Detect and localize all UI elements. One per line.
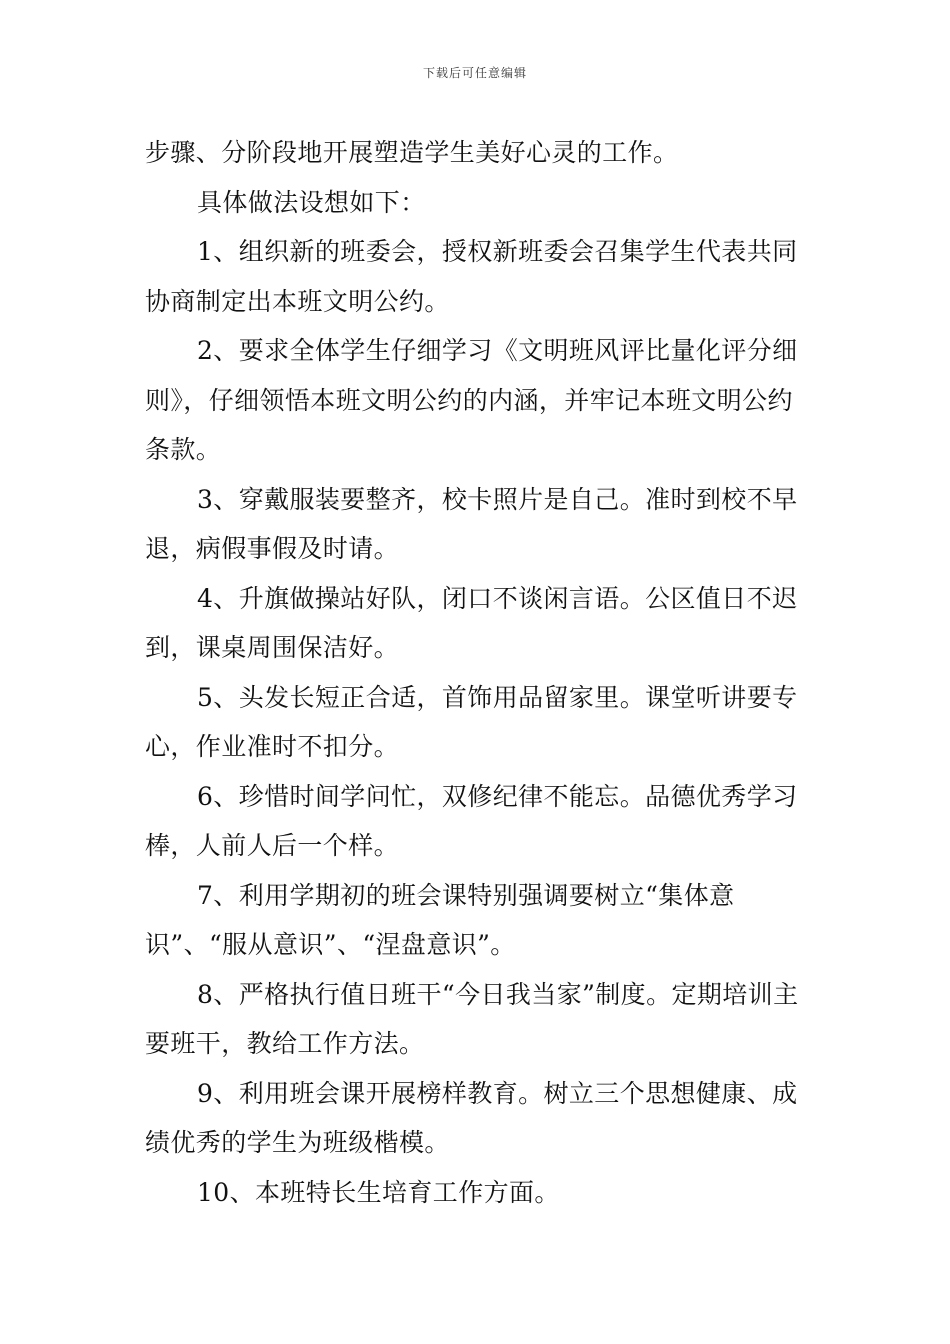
list-item-4: 4、升旗做操站好队，闭口不谈闲言语。公区值日不迟到，课桌周围保洁好。 [145, 583, 798, 662]
list-item-10: 10、本班特长生培育工作方面。 [197, 1177, 560, 1207]
list-item-9: 9、利用班会课开展榜样教育。树立三个思想健康、成绩优秀的学生为班级楷模。 [145, 1078, 798, 1157]
list-item-3: 3、穿戴服装要整齐，校卡照片是自己。准时到校不早退，病假事假及时请。 [145, 484, 798, 563]
paragraph-continuation: 步骤、分阶段地开展塑造学生美好心灵的工作。 [145, 138, 679, 167]
list-item-7: 7、利用学期初的班会课特别强调要树立“集体意识”、“服从意识”、“涅盘意识”。 [145, 880, 735, 959]
list-item-2: 2、要求全体学生仔细学习《文明班风评比量化评分细则》，仔细领悟本班文明公约的内涵，并牢记本班文明公约条款。 [145, 336, 798, 464]
list-item-1: 1、组织新的班委会，授权新班委会召集学生代表共同协商制定出本班文明公约。 [145, 237, 798, 316]
paragraph-intro: 具体做法设想如下： [197, 187, 426, 217]
list-item-5: 5、头发长短正合适，首饰用品留家里。课堂听讲要专心，作业准时不扣分。 [145, 682, 798, 761]
list-item-8: 8、严格执行值日班干“今日我当家”制度。定期培训主要班干，教给工作方法。 [145, 979, 799, 1058]
document-body [145, 128, 810, 1217]
list-item-6: 6、珍惜时间学问忙，双修纪律不能忘。品德优秀学习棒，人前人后一个样。 [145, 781, 798, 860]
page-header: 下载后可任意编辑 [422, 66, 527, 80]
